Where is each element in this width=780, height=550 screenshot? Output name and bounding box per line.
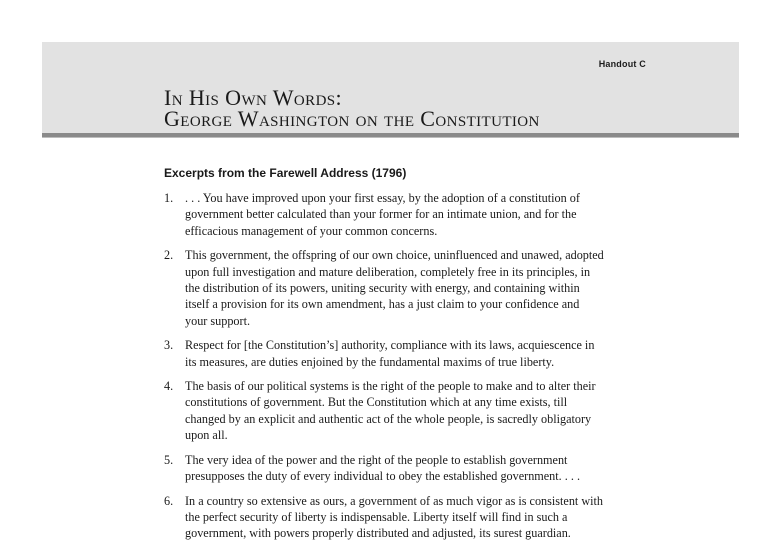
page-title-line-2: George Washington on the Constitution [164, 106, 540, 131]
excerpt-text: Respect for [the Constitution’s] authority, compliance with its laws, acquiescence in its measures, are duties enjoined by the fundamental maxims of true liberty. [185, 338, 595, 369]
excerpt-item [164, 378, 604, 444]
excerpt-number: 6. [164, 493, 174, 508]
excerpt-text: In a country so extensive as ours, a government of as much vigor as is consistent with the perfect security of liberty is indispensable. Liberty itself will find in such a government, with powers properly distributed and adjusted, its surest guardian. [185, 493, 604, 541]
excerpt-item [164, 493, 604, 542]
excerpt-number: 2. [164, 248, 174, 263]
excerpt-text: The basis of our political systems is the right of the people to make and to alter their constitutions of government. But the Constitution which at any time exists, till changed by an explicit and authentic act of the whole people, is sacredly obligatory upon all. [185, 379, 596, 443]
excerpt-text: . . . You have improved upon your first essay, by the adoption of a constitution of government better calculated than your former for an intimate union, and for the efficacious management of your common concerns. [185, 191, 580, 238]
excerpt-number: 4. [164, 379, 174, 394]
excerpt-number: 5. [164, 452, 174, 467]
excerpt-item [164, 452, 604, 485]
page-title [164, 87, 540, 129]
excerpt-number: 1. [164, 191, 174, 205]
excerpt-item [164, 247, 604, 329]
excerpt-text: This government, the offspring of our own choice, uninfluenced and unawed, adopted upon full investigation and mature deliberation, completely free in its principles, in the distribution of its powers, uniting security with energy, and containing within itself a provision for its own amendment, has a just claim to your confidence and your support. [185, 248, 604, 328]
page-title-line-1: In His Own Words: [164, 85, 343, 110]
header-divider [42, 133, 739, 138]
handout-label: Handout C [598, 59, 646, 69]
excerpt-list [164, 190, 604, 550]
excerpt-text: The very idea of the power and the right of the people to establish government presupposes the duty of every individual to obey the established government. . . . [185, 452, 580, 484]
excerpt-item [164, 337, 604, 370]
excerpt-item [164, 190, 604, 239]
section-heading: Excerpts from the Farewell Address (1796) [164, 166, 407, 180]
excerpt-number: 3. [164, 338, 174, 353]
